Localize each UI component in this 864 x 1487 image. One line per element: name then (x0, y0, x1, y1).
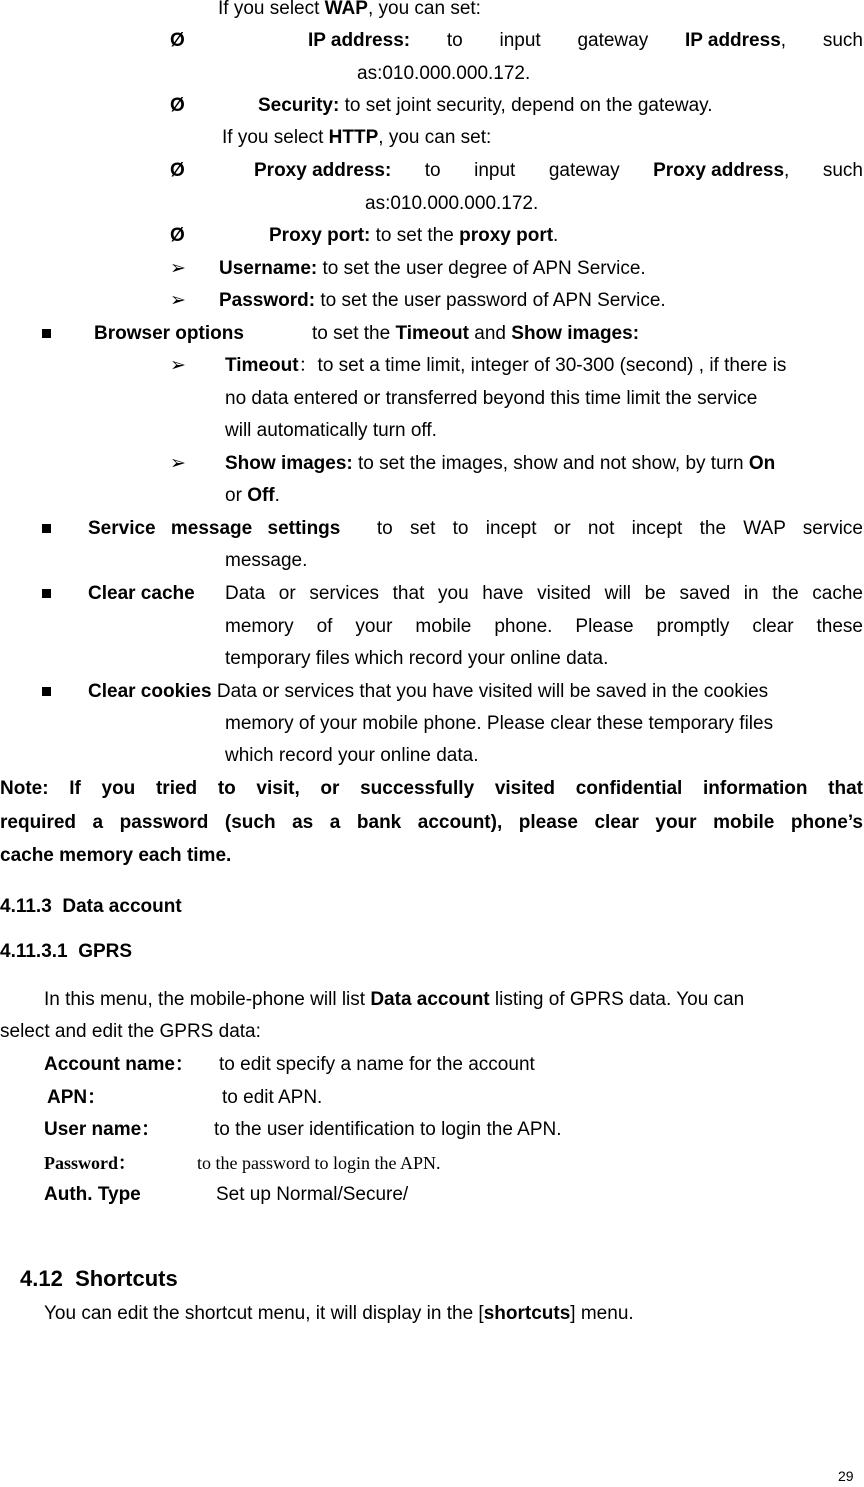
username-line: Username: to set the user degree of APN Service. (219, 258, 646, 279)
account-name-label: Account name： (44, 1054, 194, 1075)
apn-text: to edit APN. (222, 1087, 323, 1108)
security-line: Security: to set joint security, depend on the gateway. (258, 95, 713, 116)
browser-options-label: Browser options (94, 323, 244, 344)
service-square-bullet-icon (42, 524, 51, 533)
user-name-label: User name： (44, 1119, 161, 1140)
ip-example: as:010.000.000.172. (357, 63, 531, 84)
section-4-11-3-1-heading: 4.11.3.1 GPRS (0, 941, 133, 962)
show-images-arrow-icon: ➢ (170, 453, 186, 474)
clear-cache-line-3: temporary files which record your online data. (225, 648, 609, 669)
ip-address-line: IP address: to input gateway IP address, such (308, 30, 863, 51)
timeout-line-2: no data entered or transferred beyond this time limit the service (225, 388, 758, 409)
shortcuts-text: You can edit the shortcut menu, it will display in the [shortcuts] menu. (44, 1303, 634, 1324)
gprs-intro-line-2: select and edit the GPRS data: (0, 1021, 261, 1042)
clear-cache-line-2: memory of your mobile phone. Please promptly clear these (225, 616, 863, 637)
gprs-password-label: Password： (44, 1153, 137, 1173)
clear-cookies-square-bullet-icon (42, 687, 51, 696)
username-arrow-icon: ➢ (170, 258, 186, 279)
clear-cookies-line-2: memory of your mobile phone. Please clear these temporary files (225, 713, 774, 734)
proxy-address-line: Proxy address: to input gateway Proxy address, such (254, 160, 863, 181)
show-images-line-2: or Off. (225, 485, 280, 506)
note-line-2: required a password (such as a bank account), please clear your mobile phone’s (0, 812, 863, 833)
section-4-11-3-heading: 4.11.3 Data account (0, 896, 182, 917)
proxy-example: as:010.000.000.172. (365, 193, 539, 214)
security-bullet: Ø (170, 95, 185, 116)
note-line-3: cache memory each time. (0, 845, 232, 866)
clear-cookies-line-3: which record your online data. (225, 745, 479, 766)
clear-cache-square-bullet-icon (42, 589, 51, 598)
clear-cache-line-1: Data or services that you have visited will be saved in the cache (225, 583, 863, 604)
apn-label: APN： (47, 1087, 107, 1108)
page-number: 29 (838, 1468, 854, 1484)
section-4-12-heading: 4.12 Shortcuts (20, 1266, 178, 1291)
auth-type-text: Set up Normal/Secure/ (216, 1184, 409, 1205)
password-arrow-icon: ➢ (170, 290, 186, 311)
timeout-line-3: will automatically turn off. (225, 420, 437, 441)
show-images-line-1: Show images: to set the images, show and not show, by turn On (225, 453, 776, 474)
clear-cookies-line-1: Clear cookies Data or services that you have visited will be saved in the cookies (88, 681, 769, 702)
timeout-arrow-icon: ➢ (170, 355, 186, 376)
ip-bullet: Ø (170, 30, 185, 51)
gprs-password-text: to the password to login the APN. (197, 1153, 441, 1173)
note-line-1: Note: If you tried to visit, or successfully visited confidential information that (0, 778, 863, 799)
password-line: Password: to set the user password of APN Service. (219, 290, 666, 311)
wap-intro: If you select WAP, you can set: (218, 0, 481, 19)
service-message-line-1: Service message settings to set to incept or not incept the WAP service (88, 518, 863, 539)
account-name-text: to edit specify a name for the account (219, 1054, 535, 1075)
timeout-line-1: Timeout：to set a time limit, integer of 30-300 (second) , if there is (225, 355, 787, 376)
proxy-bullet: Ø (170, 160, 185, 181)
http-intro: If you select HTTP, you can set: (222, 127, 492, 148)
user-name-text: to the user identification to login the APN. (214, 1119, 562, 1140)
proxy-port-bullet: Ø (170, 225, 185, 246)
service-message-line-2: message. (225, 550, 308, 571)
clear-cache-label: Clear cache (88, 583, 195, 604)
auth-type-label: Auth. Type (44, 1184, 141, 1205)
browser-options-square-bullet-icon (42, 329, 51, 338)
browser-options-text: to set the Timeout and Show images: (312, 323, 640, 344)
gprs-intro-line-1: In this menu, the mobile-phone will list Data account listing of GPRS data. You can (44, 989, 745, 1010)
proxy-port-line: Proxy port: to set the proxy port. (269, 225, 559, 246)
